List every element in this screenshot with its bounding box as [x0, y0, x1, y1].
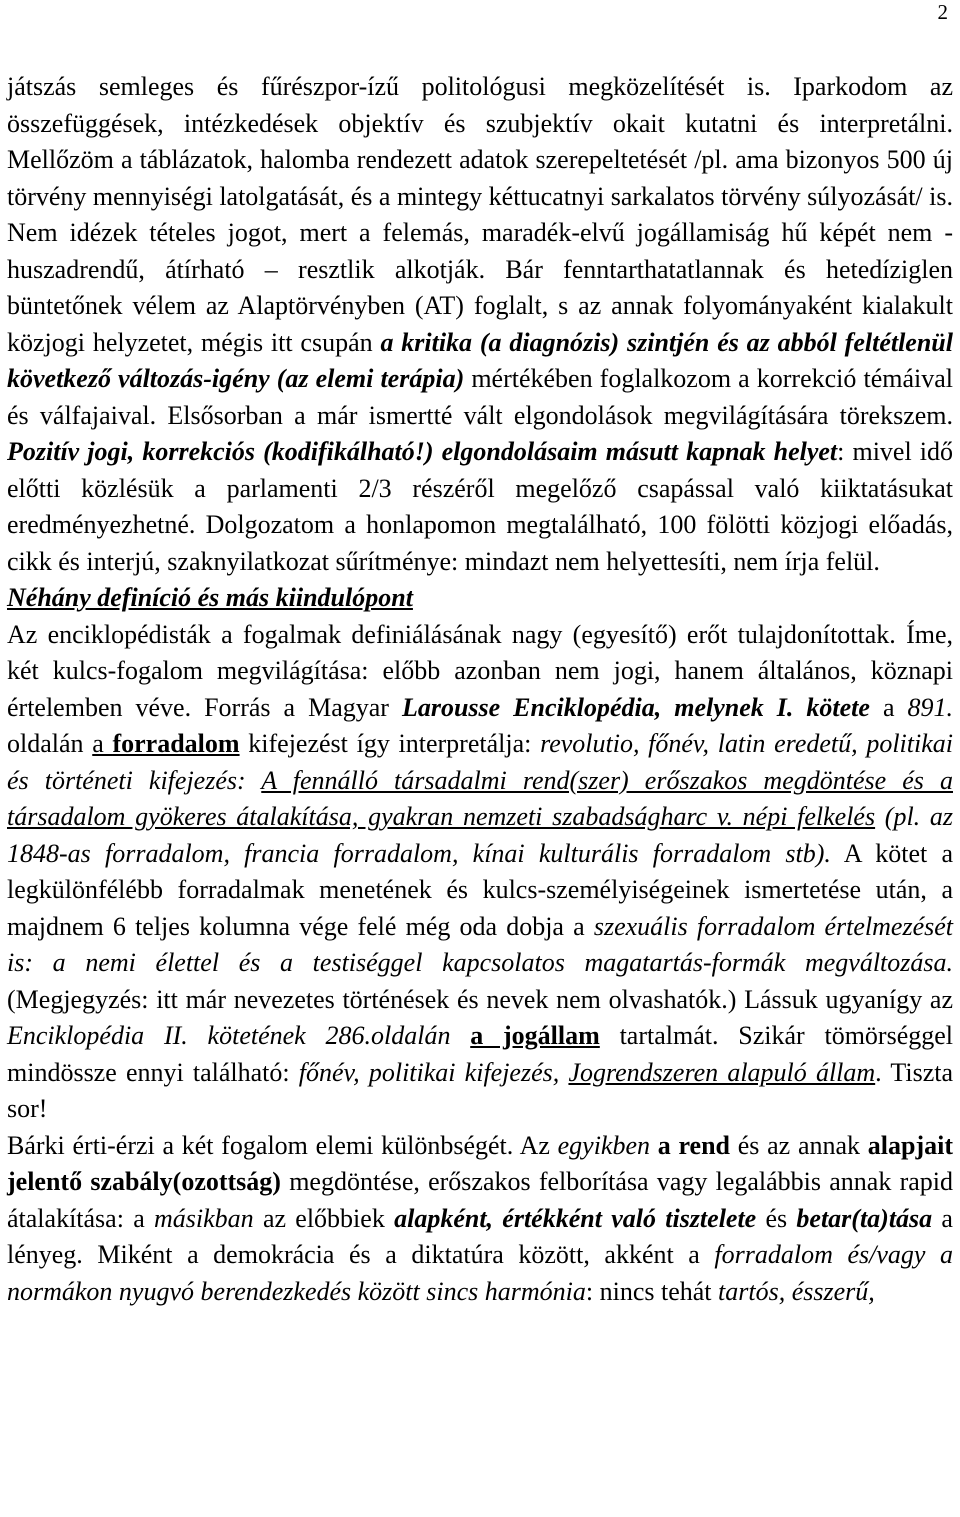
text-run: [650, 1131, 658, 1160]
paragraph-intro: [7, 69, 953, 580]
text-run: 891.: [907, 692, 953, 722]
text-run: Néhány definíció és más kiindulópont: [7, 583, 413, 612]
text-run: forradalom: [112, 729, 240, 758]
text-run: a rend: [657, 1130, 731, 1160]
text-run: tartós, ésszerű,: [718, 1276, 875, 1306]
text-run: Enciklopédia II. kötetének 286.oldalán: [7, 1021, 471, 1050]
text-run: és: [756, 1203, 797, 1233]
text-run: szexuális forradalom értelmezését is: a nemi élettel és a testiséggel kapcsolatos magatartás-formák megváltozása.: [7, 911, 954, 977]
text-run: a: [92, 729, 113, 758]
text-run: Bárki érti-érzi a két fogalom elemi különbségét. Az: [7, 1130, 558, 1160]
text-run: játszás semleges és fűrészpor-ízű politológusi megközelítését is. Iparkodom az összefüggések, intézkedések objektív és szubjektív okait kutatni és interpretálni. Mellőzöm a táblázatok, halomba rendezett adatok szerepeltetését /pl. ama bizonyos 500 új törvény mennyiségi latolgatását, és a mintegy kéttucatnyi sarkalatos törvény súlyozását/ is. Nem idézek tételes jogot, mert a felemás, maradék-elvű jogállamiság hű képét nem - huszadrendű, átírható – resztlik alkotják. Bár fenntarthatatlannak és hetedíziglen büntetőnek vélem az Alaptörvényben (AT) foglalt, s az annak folyományaként kialakult közjogi helyzetet, mégis itt csupán: [7, 72, 953, 357]
text-run: Pozitív jogi, korrekciós (kodifikálható!) elgondolásaim másutt kapnak helyet: [7, 437, 838, 466]
document-body: [7, 69, 953, 1310]
text-run: . Tiszta sor!: [7, 1057, 953, 1123]
text-run: az előbbiek: [253, 1203, 395, 1233]
text-run: Az enciklopédisták a fogalmak definiálásának nagy (egyesítő) erőt tulajdonítottak. Íme, két kulcs-fogalom megvilágítása: előbb azonban nem jogi, hanem általános, köznapi értelemben véve. Forrás a Magyar: [7, 619, 953, 722]
text-run: tartalmát. Szikár tömörséggel mindössze ennyi található:: [7, 1021, 953, 1087]
text-run: alapként, értékként való tisztelete: [394, 1203, 757, 1233]
text-run: a lényeg. Miként a demokrácia és a diktatúra között, akként a: [7, 1203, 953, 1269]
text-run: másikban: [154, 1203, 254, 1233]
text-run: alapjait jelentő szabály(ozottság): [7, 1130, 953, 1196]
text-run: : nincs tehát: [585, 1276, 719, 1306]
text-run: (pl. az 1848-as forradalom, francia forradalom, kínai kulturális forradalom stb).: [7, 802, 954, 868]
text-run: megdöntése, erőszakos felborítása vagy legalábbis annak rapid átalakítása: a: [7, 1167, 953, 1233]
paragraph-comparison: [7, 1128, 953, 1311]
text-run: egyikben: [557, 1130, 651, 1160]
paragraph-definitions: [7, 617, 953, 1128]
text-run: revolutio, főnév, latin eredetű, politikai és történeti kifejezés:: [7, 729, 953, 795]
text-run: és az annak: [730, 1130, 868, 1160]
text-run: Jogrendszeren alapuló állam: [568, 1057, 876, 1087]
text-run: mértékében foglalkozom a korrekció témáival és válfajaival. Elsősorban a már ismertté vált elgondolások megvilágítására törekszem.: [7, 364, 953, 430]
text-run: a jogállam: [470, 1021, 600, 1050]
text-run: A fennálló társadalmi rend(szer) erőszakos megdöntése és a társadalom gyökeres átalakítása, gyakran nemzeti szabadságharc v. népi felkelés: [7, 765, 953, 831]
text-run: főnév, politikai kifejezés,: [298, 1057, 569, 1087]
text-run: a kritika (a diagnózis) szintjén és az abból feltétlenül következő változás-igény (az elemi terápia): [7, 327, 953, 393]
text-run: (Megjegyzés: itt már nevezetes történések és nevek nem olvashatók.) Lássuk ugyanígy az: [7, 984, 953, 1014]
text-run: A kötet a legkülönfélébb forradalmak menetének és kulcs-személyiségeinek ismertetése után, a majdnem 6 teljes kolumna vége felé még oda dobja a: [7, 838, 953, 941]
text-run: : mivel idő előtti közlésük a parlamenti 2/3 részéről megelőző csapással való kiiktatásukat eredményezhetné. Dolgozatom a honlapomon megtalálható, 100 fölötti közjogi előadás, cikk és interjú, szaknyilatkozat sűrítménye: mindazt nem helyettesíti, nem írja felül.: [7, 437, 953, 576]
text-run: kifejezést így interpretálja:: [239, 729, 541, 758]
text-run: Larousse Enciklopédia, melynek I. kötete: [401, 692, 870, 722]
text-run: betar(ta)tása: [796, 1203, 933, 1233]
text-run: a: [869, 692, 908, 722]
text-run: oldalán: [7, 729, 93, 758]
section-heading: [7, 580, 953, 617]
text-run: forradalom és/vagy a normákon nyugvó berendezkedés között sincs harmónia: [7, 1240, 953, 1306]
page-number: 2: [937, 0, 948, 24]
